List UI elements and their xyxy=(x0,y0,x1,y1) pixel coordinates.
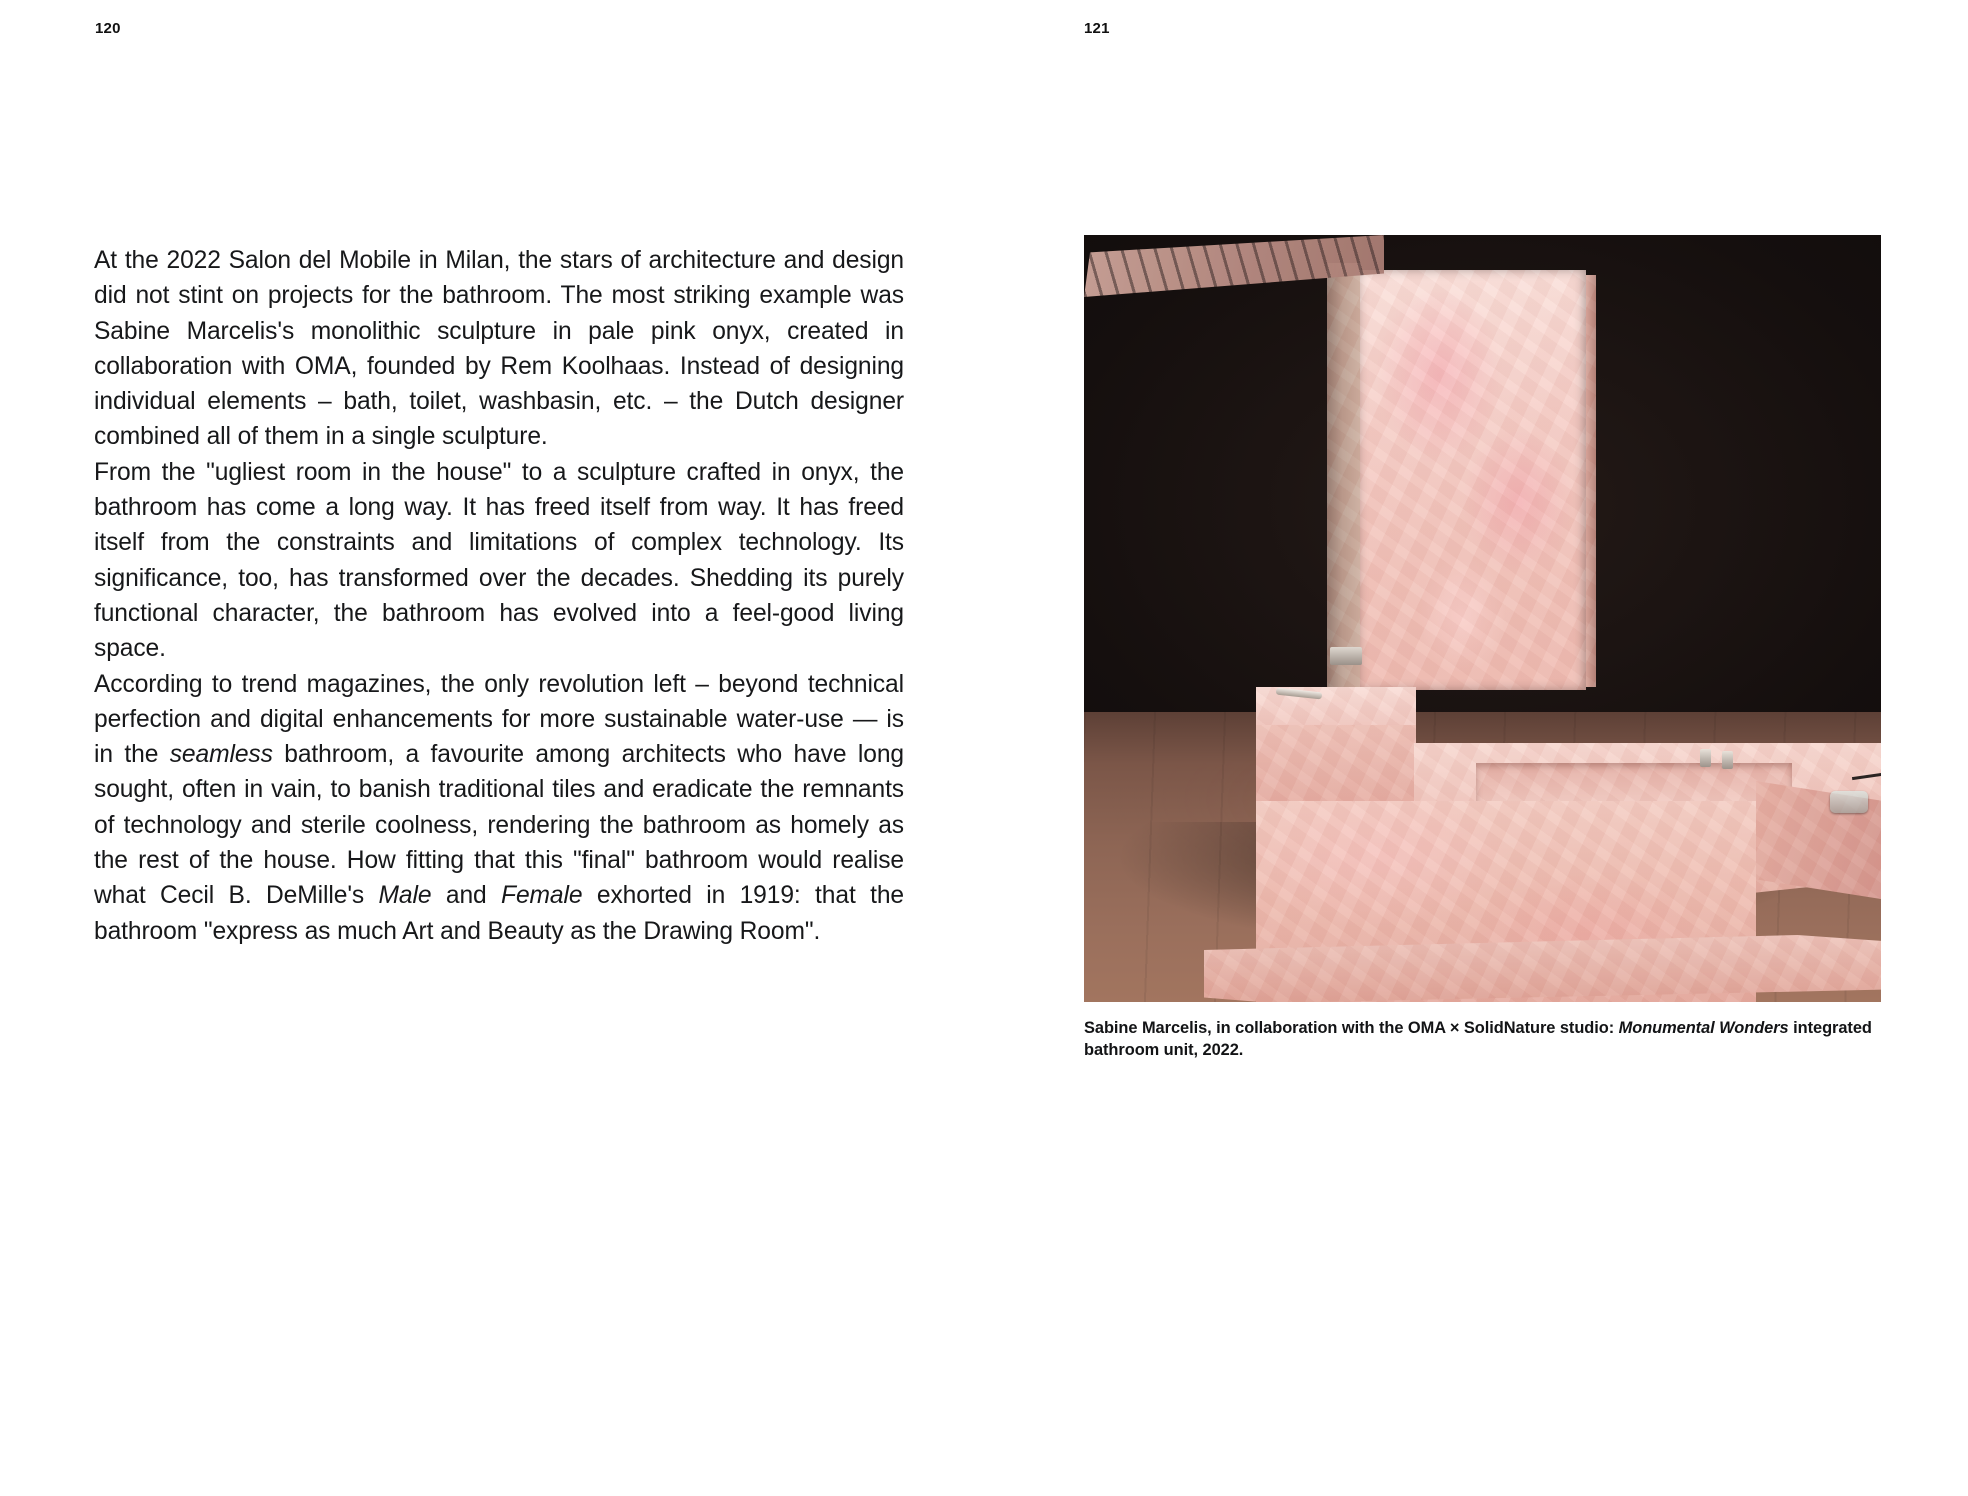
paragraph-1: At the 2022 Salon del Mobile in Milan, the stars of architecture and design did not stint on projects for the bathroom. The most striking example was Sabine Marcelis's monolithic sculpture in pale pink onyx, created in collaboration with OMA, founded by Rem Koolhaas. Instead of designing individual elements – bath, toilet, washbasin, etc. – the Dutch designer combined all of them in a single sculpture. xyxy=(94,247,904,451)
bath-tap-right xyxy=(1722,751,1733,769)
figure-block xyxy=(1084,235,1881,1061)
paragraph-3-part-3: and xyxy=(431,882,502,910)
tap-handle-plate xyxy=(1330,647,1362,665)
paragraph-3-italic-seamless: seamless xyxy=(169,741,273,769)
body-text-column xyxy=(94,243,904,949)
bath-tap-left xyxy=(1700,749,1711,767)
photograph-onyx-bathroom xyxy=(1084,235,1881,1002)
paragraph-3-italic-female: Female xyxy=(501,882,583,910)
paragraph-3 xyxy=(94,667,904,949)
caption-title-italic: Monumental Wonders xyxy=(1618,1019,1789,1037)
paragraph-3-part-4: exhorted in 1919: that the bathroom "express as much Art and Beauty as the Drawing Room". xyxy=(94,882,904,945)
glass-object xyxy=(1830,791,1868,813)
caption-part-2: integrated bathroom unit, 2022. xyxy=(1084,1019,1872,1059)
paragraph-3-italic-male: Male xyxy=(378,882,432,910)
caption-part-1: Sabine Marcelis, in collaboration with the OMA × SolidNature studio: xyxy=(1084,1019,1619,1037)
onyx-panel-return xyxy=(1586,275,1596,687)
figure-caption xyxy=(1084,1017,1884,1061)
onyx-slab-edge xyxy=(1327,263,1361,693)
onyx-bath-interior xyxy=(1476,763,1792,805)
paragraph-2: From the "ugliest room in the house" to a sculpture crafted in onyx, the bathroom has come a long way. It has freed itself from way. It has freed itself from the constraints and limitations of complex technology. Its significance, too, has transformed over the decades. Shedding its purely functional character, the bathroom has evolved into a feel-good living space. xyxy=(94,458,904,663)
paragraph-3-part-2: bathroom, a favourite among architects who have long sought, often in vain, to banish traditional tiles and eradicate the remnants of technology and sterile coolness, rendering the bathroom as homely as the rest of the house. How fitting that this "final" bathroom would realise what Cecil B. DeMille's xyxy=(94,741,905,910)
onyx-back-panel xyxy=(1360,270,1586,690)
paragraph-3-part-1: According to trend magazines, the only revolution left – beyond technical perfection and digital enhancements for more sustainable water-use — is in the xyxy=(94,670,904,769)
page-number-left: 120 xyxy=(95,20,121,37)
onyx-basin-front xyxy=(1256,725,1416,803)
page-number-right: 121 xyxy=(1084,20,1110,37)
